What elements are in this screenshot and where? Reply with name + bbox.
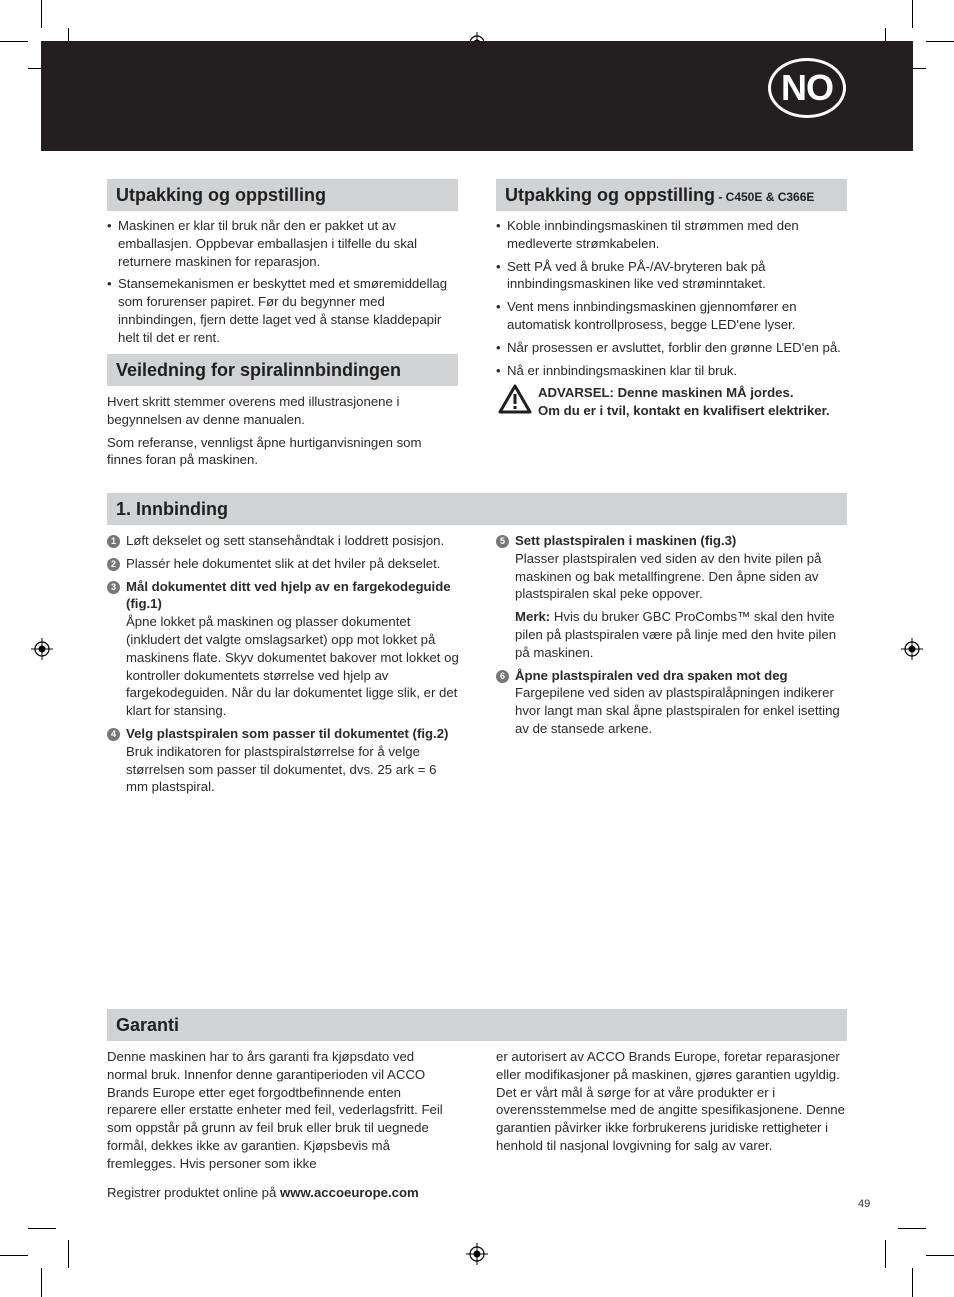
section-heading-guide [107,354,458,386]
page-number: 49 [858,1198,871,1210]
list-item: • Maskinen er klar til bruk når den er pakket ut av emballasjen. Oppbevar emballasjen i tilfelle du skal returnere maskinen for reparasjon. [107,217,459,270]
crop-mark [0,41,28,42]
crop-mark [912,1268,913,1297]
step-text: Plasser plastspiralen ved siden av den hvite pilen på maskinen og bak metallfingrene. Den åpne siden av plastspiralen skal peke oppover. [515,550,822,602]
heading-model-suffix: - C450E & C366E [715,190,815,204]
heading-text: Garanti [116,1015,180,1035]
step-number-icon: 4 [107,728,120,741]
list-item: • Når prosessen er avsluttet, forblir den grønne LED'en på. [496,339,848,357]
crop-mark [0,1255,28,1256]
crop-mark [68,1240,69,1268]
step-item [107,555,459,573]
register-line [107,1184,452,1202]
crop-mark [41,1268,42,1297]
step-text: Åpne lokket på maskinen og plasser dokumentet (inkludert det valgte omslagsarket) opp mot lokket på maskinens flate. Skyv dokumentet bakover mot lokket og kontroller dokumentets størrelse ved hjelp av fargekodeguiden. Når du lar dokumentet ligge slik, er det klart for stansing. [126,614,459,719]
list-item: • Nå er innbindingsmaskinen klar til bruk. [496,362,848,380]
crop-mark [926,41,954,42]
unpacking-column [107,217,459,352]
list-item: • Koble innbindingsmaskinen til strømmen med den medleverte strømkabelen. [496,217,848,253]
guide-paragraph: Hvert skritt stemmer overens med illustrasjonene i begynnelsen av denne manualen. [107,394,400,427]
unpacking-list [107,217,459,347]
step-item [107,725,459,796]
heading-text: 1. Innbinding [116,499,228,519]
step-item [107,578,459,720]
crop-mark [41,0,42,28]
step-text: Bruk indikatoren for plastspiralstørrelse for å velge størrelsen som passer til dokumentet, dvs. 25 ark = 6 mm plastspiral. [126,743,437,795]
step-text: Plassér hele dokumentet slik at det hviler på dekselet. [126,555,441,571]
warning-line: Om du er i tvil, kontakt en kvalifisert elektriker. [538,403,830,419]
binding-steps-left [107,532,459,796]
step-text: Løft dekselet og sett stansehåndtak i loddrett posisjon. [126,533,445,548]
language-badge: NO [768,58,846,118]
step-item [496,667,848,738]
registration-mark-icon [466,1243,488,1265]
step-item [496,532,848,662]
step-title: Velg plastspiralen som passer til dokumentet (fig.2) [126,725,449,741]
warranty-text: Denne maskinen har to års garanti fra kjøpsdato ved normal bruk. Innenfor denne garantiperioden vil ACCO Brands Europe etter eget forgodtbefinnende enten reparere eller erstatte enheter med feil, vederlagsfritt. Feil som oppstår på grunn av feil bruk eller bruk til uegnede formål, dekkes ikke av garantien. Kjøpsbevis må fremlegges. Hvis personer som ikke [107,1049,443,1171]
step-number-icon: 3 [107,581,120,594]
list-item: • Vent mens innbindingsmaskinen gjennomfører en automatisk kontrollprosess, begge LED'ene lyser. [496,298,848,334]
section-heading-binding [107,493,847,525]
warranty-left-column [107,1048,452,1206]
crop-mark [912,0,913,28]
register-link[interactable]: www.accoeurope.com [280,1184,419,1200]
heading-text: Utpakking og oppstilling [116,185,326,205]
step-title: Mål dokumentet ditt ved hjelp av en fargekodeguide (fig.1) [126,578,451,612]
binding-left-column [107,532,459,801]
unpacking-models-list [496,217,848,379]
step-number-icon: 1 [107,535,120,548]
heading-text: Utpakking og oppstilling [505,185,715,205]
warning-triangle-icon [498,384,532,414]
list-item: • Stansemekanismen er beskyttet med et smøremiddellag som forurenser papiret. Før du begynner med innbindingen, fjern dette laget ved å stanse kladdepapir helt til det er rent. [107,275,459,346]
step-item [107,532,459,550]
crop-mark [898,1228,926,1229]
register-prefix: Registrer produktet online på [107,1184,281,1200]
list-item: • Sett PÅ ved å bruke PÅ-/AV-bryteren bak på innbindingsmaskinen like ved strøminntaket. [496,258,848,294]
warning-line: ADVARSEL: Denne maskinen MÅ jordes. [538,385,794,401]
crop-mark [885,1240,886,1268]
step-text: Fargepilene ved siden av plastspiralåpningen indikerer hvor langt man skal åpne plastspiralen for enkel isetting av de stansede arkene. [515,685,840,736]
step-number-icon: 5 [496,535,509,548]
section-heading-warranty [107,1009,847,1041]
guide-column [107,393,459,474]
crop-mark [28,1228,56,1229]
warranty-text: er autorisert av ACCO Brands Europe, foretar reparasjoner eller modifikasjoner på maskinen, gjøres garantien ugyldig. Det er vårt mål å sørge for at våre produkter er i overensstemmelse med de angitte spesifikasjonene. Denne garantien påvirker ikke forbrukerens juridiske rettigheter i henhold til nasjonal lovgivning for salg av varer. [496,1049,845,1153]
binding-steps-right [496,532,848,738]
step-number-icon: 6 [496,670,509,683]
warning-block [496,384,848,420]
crop-mark [926,1255,954,1256]
warranty-right-column [496,1048,848,1160]
note-label: Merk: [515,609,551,625]
unpacking-models-column [496,217,848,420]
registration-mark-icon [901,638,923,660]
section-heading-unpacking-models [496,179,847,211]
step-title: Sett plastspiralen i maskinen (fig.3) [515,533,737,548]
registration-mark-icon [31,638,53,660]
heading-text: Veiledning for spiralinnbindingen [116,360,402,380]
step-number-icon: 2 [107,558,120,571]
binding-right-column [496,532,848,743]
note-text: Hvis du bruker GBC ProCombs™ skal den hvite pilen på plastspiralen være på linje med den hvite pilen på maskinen. [515,609,837,660]
section-heading-unpacking [107,179,458,211]
step-note [515,608,848,661]
guide-paragraph: Som referanse, vennligst åpne hurtiganvisningen som finnes foran på maskinen. [107,434,422,468]
step-title: Åpne plastspiralen ved dra spaken mot deg [515,667,788,683]
